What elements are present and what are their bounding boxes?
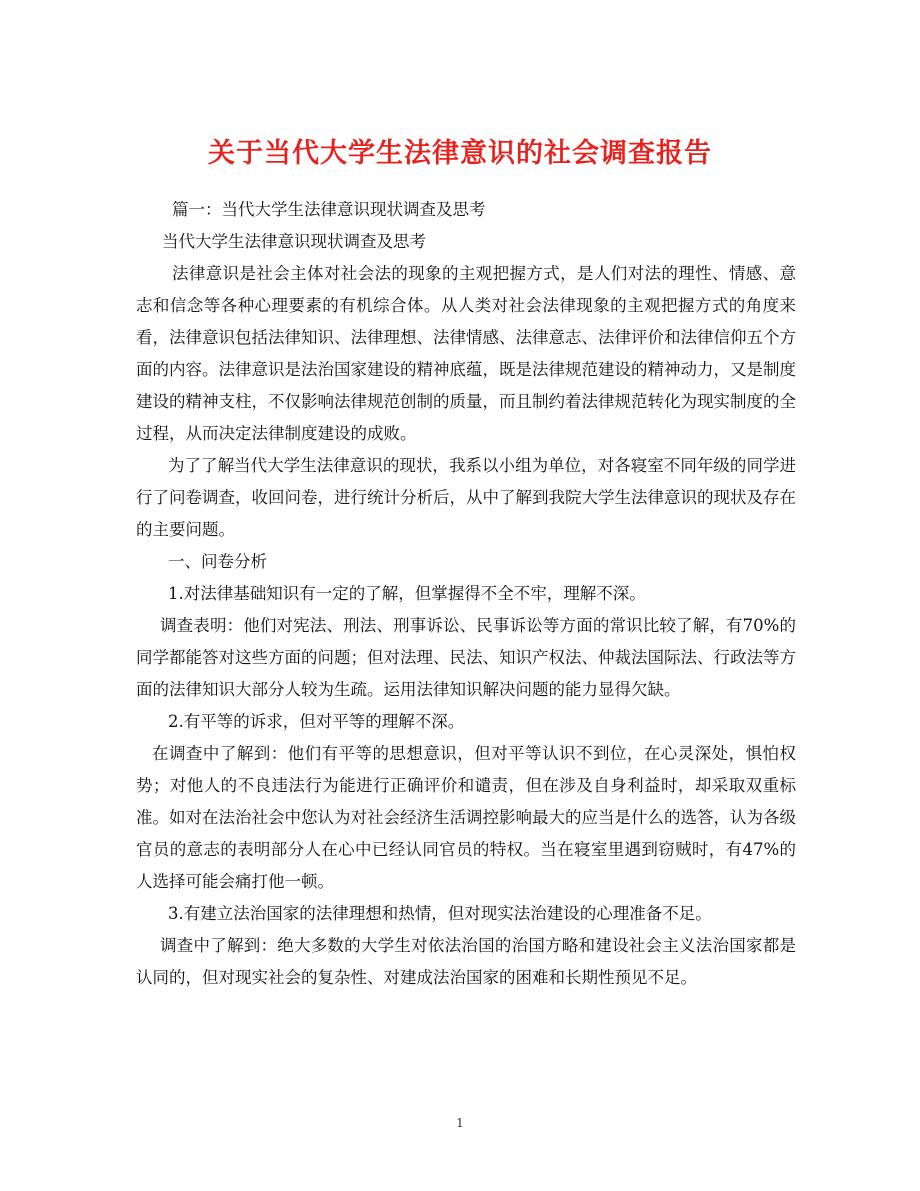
page-number: 1 (456, 1116, 464, 1130)
document-body (136, 194, 796, 994)
body-paragraph: 在调查中了解到：他们有平等的思想意识，但对平等认识不到位，在心灵深处，惧怕权势；对他人的不良违法行为能进行正确评价和谴责，但在涉及自身利益时，却采取双重标准。如对在法治社会中您认为对社会经济生活调控影响最大的应当是什么的选答，认为各级官员的意志的表明部分人在心中已经认同官员的特权。当在寝室里遇到窃贼时，有47%的人选择可能会痛打他一顿。 (136, 744, 796, 891)
list-heading: 2.有平等的诉求，但对平等的理解不深。 (168, 712, 465, 731)
body-paragraph: 调查表明：他们对宪法、刑法、刑事诉讼、民事诉讼等方面的常识比较了解，有70%的同学都能答对这些方面的问题；但对法理、民法、知识产权法、仲裁法国际法、行政法等方面的法律知识大部分人较为生疏。运用法律知识解决问题的能力显得欠缺。 (136, 616, 796, 699)
list-heading: 3.有建立法治国家的法律理想和热情，但对现实法治建设的心理准备不足。 (168, 904, 712, 923)
body-paragraph: 调查中了解到：绝大多数的大学生对依法治国的治国方略和建设社会主义法治国家都是认同的，但对现实社会的复杂性、对建成法治国家的困难和长期性预见不足。 (136, 936, 796, 987)
subtitle: 当代大学生法律意识现状调查及思考 (162, 232, 426, 251)
section-heading: 一、问卷分析 (168, 552, 267, 571)
body-paragraph: 为了了解当代大学生法律意识的现状，我系以小组为单位，对各寝室不同年级的同学进行了问卷调查，收回问卷，进行统计分析后，从中了解到我院大学生法律意识的现状及存在的主要问题。 (136, 456, 796, 539)
document-title: 关于当代大学生法律意识的社会调查报告 (208, 138, 712, 170)
section-heading: 篇一：当代大学生法律意识现状调查及思考 (172, 200, 486, 219)
body-paragraph: 法律意识是社会主体对社会法的现象的主观把握方式，是人们对法的理性、情感、意志和信念等各种心理要素的有机综合体。从人类对社会法律现象的主观把握方式的角度来看，法律意识包括法律知识、法律理想、法律情感、法律意志、法律评价和法律信仰五个方面的内容。法律意识是法治国家建设的精神底蕴，既是法律规范建设的精神动力，又是制度建设的精神支柱，不仅影响法律规范创制的质量，而且制约着法律规范转化为现实制度的全过程，从而决定法律制度建设的成败。 (136, 264, 796, 443)
list-heading: 1.对法律基础知识有一定的了解，但掌握得不全不牢，理解不深。 (168, 584, 646, 603)
